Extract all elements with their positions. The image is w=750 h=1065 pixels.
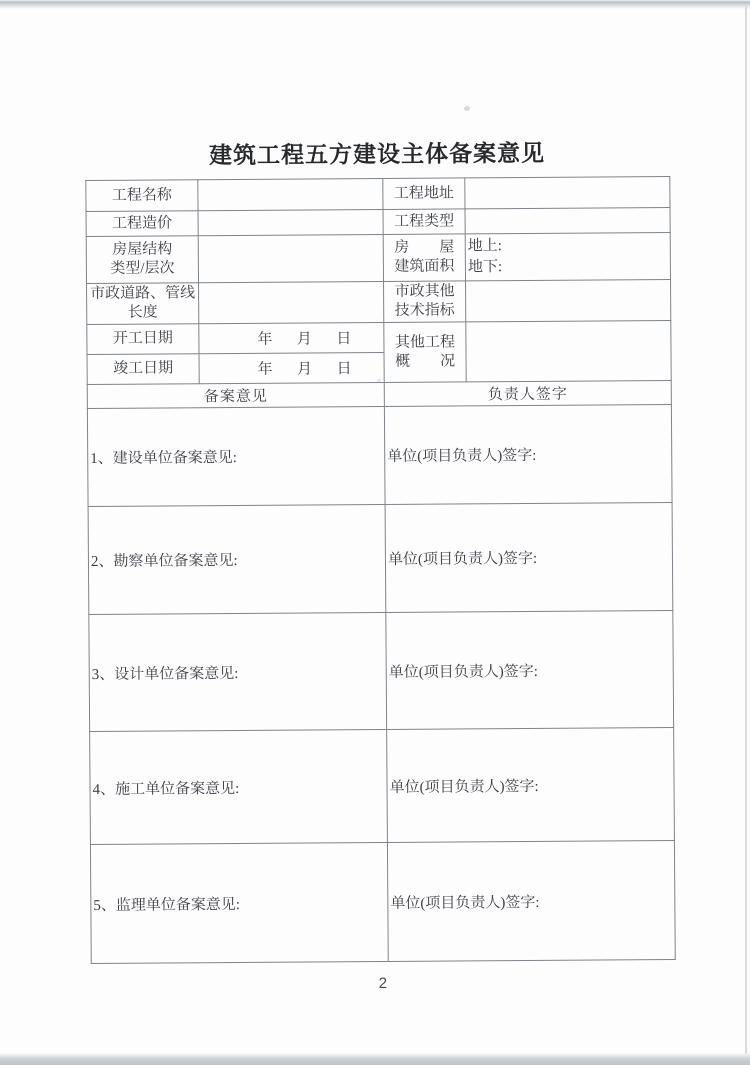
section-5-opinion-cell: 5、监理单位备案意见: [90, 842, 388, 963]
start-date-value-cell [199, 322, 384, 353]
scan-edge-bottom [0, 1053, 750, 1065]
opinion-column-header: 备案意见 [87, 382, 384, 408]
section-4-opinion-cell: 4、施工单位备案意见: [90, 729, 388, 844]
area-above-ground-label: 地上: [467, 238, 502, 255]
start-date-units [201, 327, 381, 349]
project-address-label: 工程地址 [383, 178, 465, 210]
completion-date-value-cell [199, 352, 384, 383]
section-5-signature-cell: 单位(项目负责人)签字: [387, 840, 675, 961]
section-3-signature-cell: 单位(项目负责人)签字: [386, 610, 674, 729]
structure-type-label [86, 236, 198, 284]
document-content [85, 139, 675, 994]
structure-type-value-cell [198, 234, 383, 282]
municipal-length-value-cell [199, 281, 384, 323]
municipal-other-value-cell [466, 279, 671, 321]
section-builder-unit [90, 727, 675, 844]
scan-edge-top [0, 0, 750, 9]
section-design-unit [89, 610, 674, 731]
page-number: 2 [378, 974, 388, 993]
project-type-label: 工程类型 [383, 209, 465, 235]
section-1-signature-cell: 单位(项目负责人)签字: [384, 404, 672, 504]
scan-edge-right [745, 4, 747, 1054]
building-area-value-cell [465, 232, 670, 280]
structure-type-label-line2: 类型/层次 [110, 260, 175, 277]
other-overview-label-line1: 其他工程 [394, 333, 455, 351]
section-1-opinion-cell: 1、建设单位备案意见: [87, 406, 385, 506]
other-overview-value-cell [466, 320, 671, 381]
project-cost-label: 工程造价 [86, 211, 198, 237]
other-overview-label [384, 322, 466, 383]
year-unit-label: 年 [257, 361, 273, 378]
other-overview-label-line2: 概 况 [394, 352, 456, 370]
project-name-label: 工程名称 [86, 180, 198, 212]
completion-date-units [202, 357, 382, 379]
start-date-label: 开工日期 [87, 324, 199, 355]
municipal-other-label [384, 281, 466, 323]
page-title: 建筑工程五方建设主体备案意见 [209, 139, 546, 169]
municipal-length-label-line2: 长度 [127, 304, 158, 321]
row-structure-area [86, 232, 670, 283]
day-unit-label: 日 [336, 331, 352, 348]
area-below-ground-label: 地下: [467, 259, 503, 276]
section-construction-unit [87, 404, 672, 506]
section-4-signature-cell: 单位(项目负责人)签字: [387, 727, 675, 842]
signer-column-header: 负责人签字 [384, 380, 671, 406]
municipal-other-label-line2: 技术指标 [394, 302, 455, 319]
project-address-value-cell [465, 176, 670, 208]
row-start-date [87, 320, 671, 354]
section-supervision-unit [90, 840, 675, 963]
section-2-opinion-cell: 2、勘察单位备案意见: [88, 504, 386, 614]
structure-type-label-line1: 房屋结构 [112, 241, 173, 258]
project-name-value-cell [198, 178, 383, 210]
scan-speck [464, 106, 470, 111]
project-type-value-cell [465, 207, 670, 233]
row-municipal [87, 279, 671, 324]
building-area-label [383, 234, 465, 282]
day-unit-label: 日 [336, 361, 352, 378]
year-unit-label: 年 [257, 331, 273, 348]
row-project-name-address [86, 176, 670, 211]
month-unit-label: 月 [297, 361, 313, 378]
section-2-signature-cell: 单位(项目负责人)签字: [385, 502, 673, 612]
section-survey-unit [88, 502, 673, 614]
municipal-length-label-line1: 市政道路、管线 [90, 285, 196, 303]
project-cost-value-cell [198, 209, 383, 235]
municipal-other-label-line1: 市政其他 [394, 283, 455, 300]
building-area-label-line1: 房 屋 [394, 239, 455, 256]
building-area-label-line2: 建筑面积 [394, 258, 455, 275]
section-3-opinion-cell: 3、设计单位备案意见: [89, 612, 387, 731]
completion-date-label: 竣工日期 [87, 354, 199, 385]
filing-form-table [85, 176, 675, 964]
month-unit-label: 月 [296, 331, 312, 348]
municipal-length-label [87, 283, 199, 325]
